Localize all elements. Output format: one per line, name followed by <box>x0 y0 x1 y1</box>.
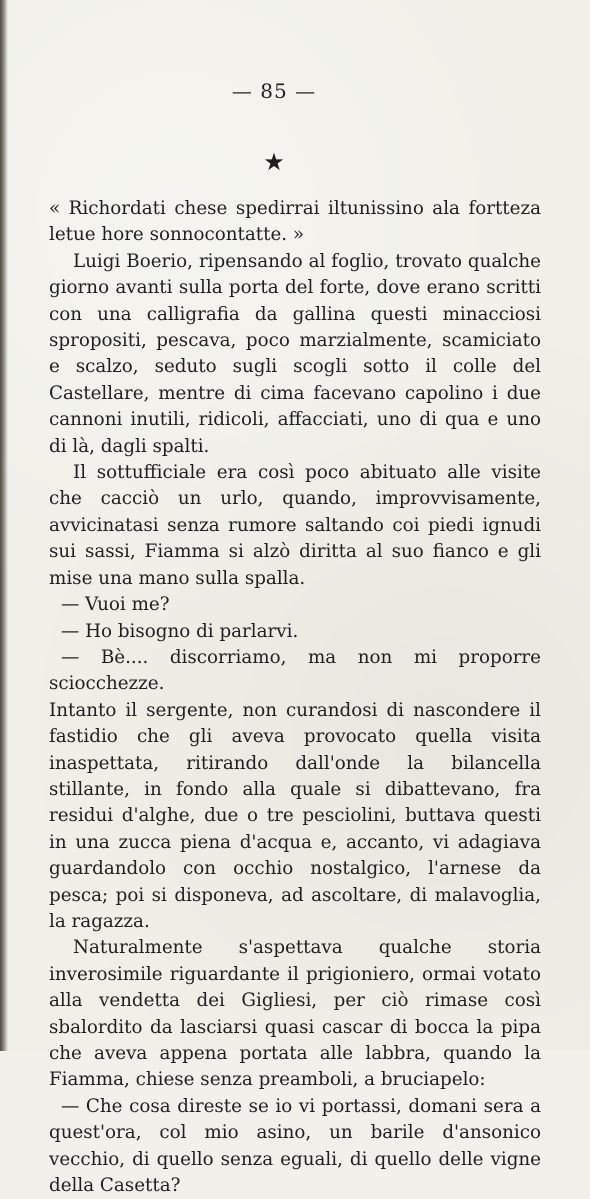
paragraph-letter-quote: « Richordati chese spedirrai iltunissino ala fortteza letue hore sonnocontatte. » <box>49 198 541 246</box>
paragraph-boerio-fishing: Luigi Boerio, ripensando al foglio, trovato qualche giorno avanti sulla porta del forte, dove erano scritti con una calligrafia da gallina questi minacciosi spropositi, pescava, poco marzialmente, scamiciato e scalzo, seduto sugli scogli sotto il colle del Castellare, mentre di cima facevano capolino i due cannoni inutili, ridicoli, affacciati, uno di qua e uno di là, dagli spalti. <box>49 250 541 457</box>
dialogue-line-1: — Vuoi me? <box>61 594 170 616</box>
paragraph-fiamma-arrives: Il sottufficiale era così poco abituato alle visite che cacciò un urlo, quando, improvvisamente, avvicinatasi senza rumore saltando coi piedi ignudi sui sassi, Fiamma si alzò diritta al suo fianco e gli mise una mano sulla spalla. <box>49 462 541 589</box>
paragraph-expectation: Naturalmente s'aspettava qualche storia inverosimile riguardante il prigioniero, ormai votato alla vendetta dei Gigliesi, per ciò rimase così sbalordito da lasciarsi quasi cascar di bocca la pipa che aveva appena portata alle labbra, quando la Fiamma, chiese senza preamboli, a bruciapelo: <box>49 937 541 1091</box>
page-number: — 85 — <box>231 79 317 103</box>
dialogue-line-4: — Che cosa direste se io vi portassi, domani sera a quest'ora, col mio asino, un barile d'ansonico vecchio, di quello senza eguali, di quello delle vigne della Casetta? <box>49 1095 541 1197</box>
star-ornament-icon: ★ <box>263 148 285 176</box>
dialogue-line-2: — Ho bisogno di parlarvi. <box>61 620 299 642</box>
body-text <box>49 196 541 1199</box>
dialogue-line-3: — Bè.... discorriamo, ma non mi proporre sciocchezze. <box>49 646 541 695</box>
paragraph-sergeant-reaction: Intanto il sergente, non curandosi di nascondere il fastidio che gli aveva provocato quella visita inaspettata, ritirando dall'onde la bilancella stillante, in fondo alla quale si dibattevano, fra residui d'alghe, due o tre pesciolini, buttava questi in una zucca piena d'acqua e, accanto, vi adagiava guardandolo con occhio nostalgico, l'arnese da pesca; poi si disponeva, ad ascoltare, di malavoglia, la ragazza. <box>49 699 541 932</box>
